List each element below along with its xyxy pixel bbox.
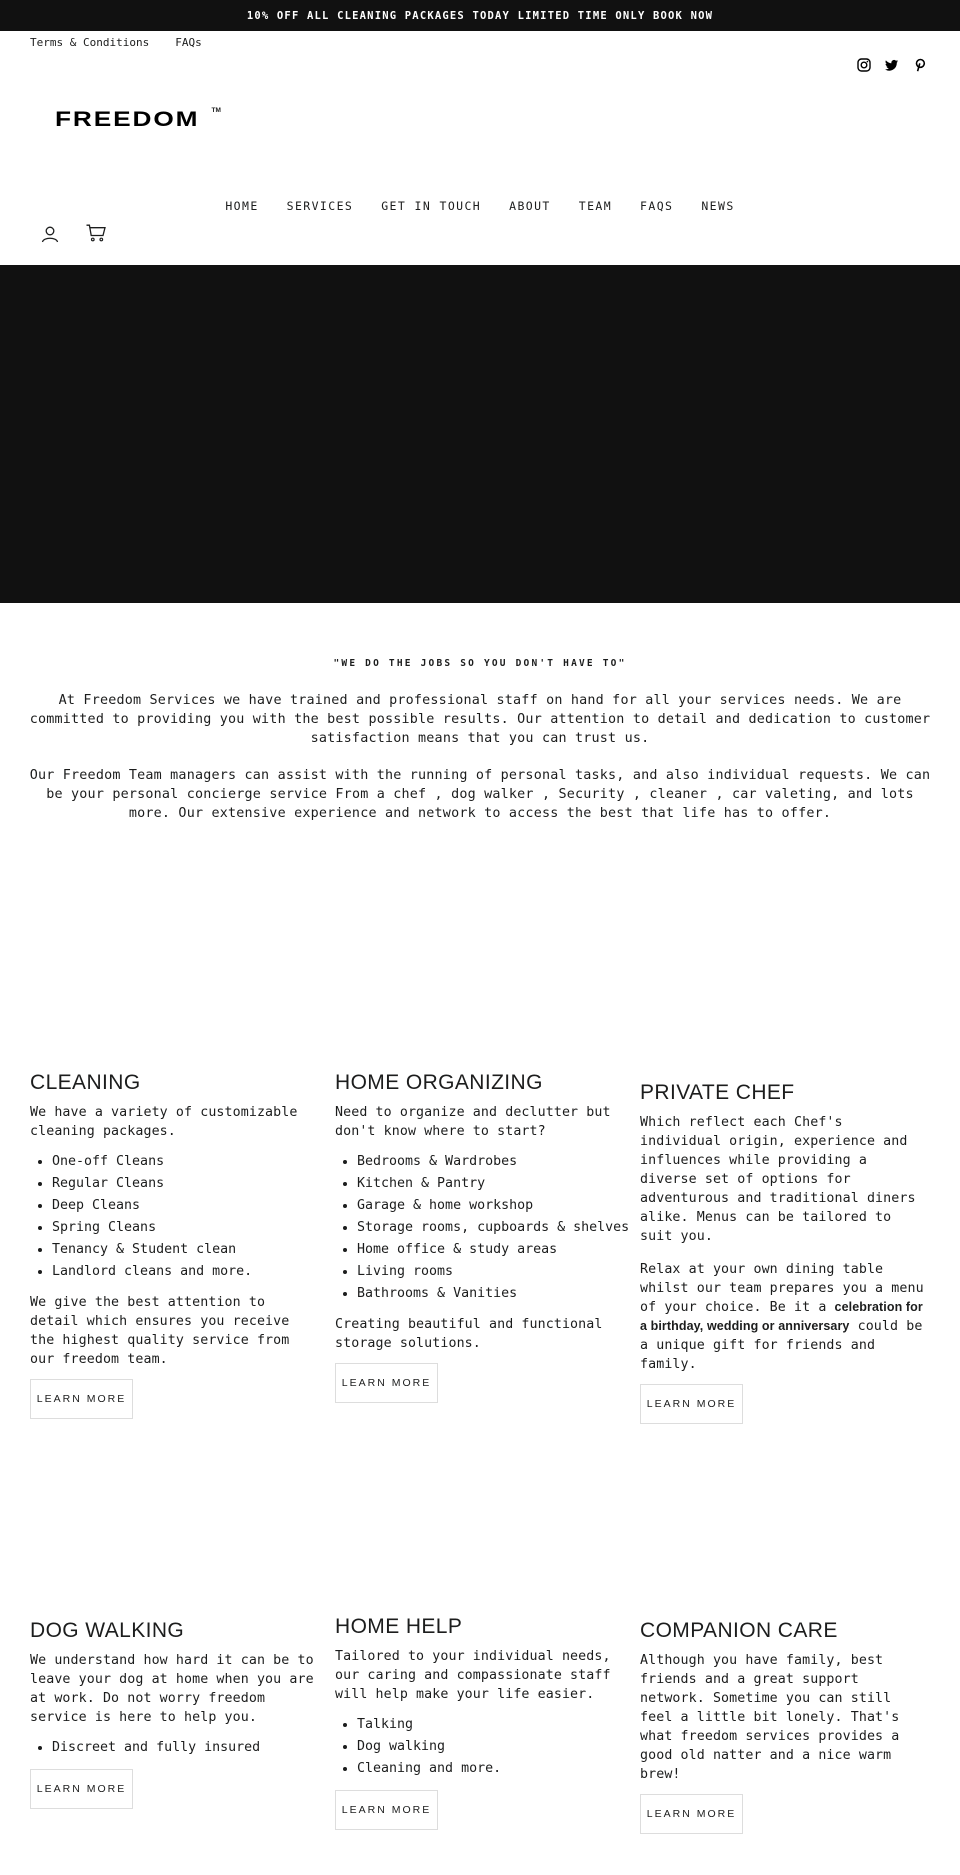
list-item: • Discreet and fully insured bbox=[52, 1737, 320, 1759]
logo[interactable] bbox=[55, 109, 221, 130]
logo-text: FREEDOM bbox=[55, 108, 200, 131]
twitter-icon[interactable] bbox=[885, 57, 899, 71]
service-title: DOG WALKING bbox=[30, 1619, 185, 1642]
list-item: • Landlord cleans and more. bbox=[52, 1261, 320, 1283]
list-item: • Garage & home workshop bbox=[357, 1195, 630, 1217]
tagline: "WE DO THE JOBS SO YOU DON'T HAVE TO" bbox=[333, 658, 627, 669]
list-item: • Tenancy & Student clean bbox=[52, 1239, 320, 1261]
nav-get-in-touch[interactable]: GET IN TOUCH bbox=[381, 199, 482, 213]
service-intro: Which reflect each Chef's individual origin, experience and influences while providing a diverse set of options for adventurous and traditional diners alike. Menus can be tailored to suit you. bbox=[640, 1115, 916, 1245]
chef-text-end: could be a unique gift for friends and family. bbox=[640, 1319, 923, 1373]
intro-paragraph-2: Our Freedom Team managers can assist with the running of personal tasks, and also individual requests. We can be your personal concierge service From a chef , dog walker , Security , cleaner , car valeting, and lots more. Our extensive experience and network to access the best that life has to offer. bbox=[29, 768, 931, 821]
chef-text-start: Relax at your own dining table whilst our team prepares you a menu of your choice. Be it a bbox=[640, 1262, 924, 1316]
service-intro: We understand how hard it can be to leave your dog at home when you are at work. Do not worry freedom service is here to help you. bbox=[30, 1653, 314, 1726]
announcement-text[interactable]: 10% OFF ALL CLEANING PACKAGES TODAY LIMITED TIME ONLY BOOK NOW bbox=[246, 9, 714, 22]
list-item: • Bedrooms & Wardrobes bbox=[357, 1151, 630, 1173]
nav-faqs[interactable]: FAQS bbox=[640, 199, 674, 213]
announcement-bar[interactable] bbox=[0, 0, 960, 31]
faqs-link[interactable]: FAQs bbox=[175, 36, 202, 49]
logo-trademark: TM bbox=[211, 107, 221, 114]
service-companion-care bbox=[640, 1618, 930, 1834]
nav-team[interactable]: TEAM bbox=[578, 199, 613, 213]
service-outro: We give the best attention to detail which ensures you receive the highest quality service from our freedom team. bbox=[30, 1295, 290, 1368]
learn-more-button[interactable]: LEARN MORE bbox=[30, 1769, 133, 1809]
nav-about[interactable]: ABOUT bbox=[509, 199, 551, 213]
list-item: • Cleaning and more. bbox=[357, 1758, 625, 1780]
terms-link[interactable]: Terms & Conditions bbox=[30, 36, 150, 49]
service-dog-walking bbox=[30, 1618, 320, 1809]
list-item: • Living rooms bbox=[357, 1261, 630, 1283]
service-title: PRIVATE CHEF bbox=[640, 1081, 795, 1104]
list-item: • Talking bbox=[357, 1714, 625, 1736]
service-list bbox=[357, 1714, 625, 1780]
service-intro: We have a variety of customizable cleaning packages. bbox=[30, 1105, 298, 1140]
instagram-icon[interactable] bbox=[857, 57, 871, 71]
service-private-chef bbox=[640, 1080, 930, 1424]
list-item: • One-off Cleans bbox=[52, 1151, 320, 1173]
nav-home[interactable]: HOME bbox=[225, 199, 259, 213]
intro-section bbox=[26, 658, 934, 841]
list-item: • Spring Cleans bbox=[52, 1217, 320, 1239]
intro-paragraph-1: At Freedom Services we have trained and professional staff on hand for all your services needs. We are committed to providing you with the best possible results. Our attention to detail and dedication to customer satisfaction means that you can trust us. bbox=[29, 693, 931, 746]
hero-banner bbox=[0, 265, 960, 603]
service-title: CLEANING bbox=[30, 1071, 141, 1094]
main-nav bbox=[0, 199, 960, 213]
learn-more-button[interactable]: LEARN MORE bbox=[335, 1790, 438, 1830]
list-item: • Storage rooms, cupboards & shelves bbox=[357, 1217, 630, 1239]
learn-more-button[interactable]: LEARN MORE bbox=[640, 1794, 743, 1834]
service-intro: Although you have family, best friends and a great support network. Sometime you can still feel a little bit lonely. That's what freedom services provides a good old natter and a nice warm brew! bbox=[640, 1653, 900, 1783]
list-item: • Regular Cleans bbox=[52, 1173, 320, 1195]
list-item: • Dog walking bbox=[357, 1736, 625, 1758]
learn-more-button[interactable]: LEARN MORE bbox=[335, 1363, 438, 1403]
service-list bbox=[52, 1151, 320, 1283]
list-item: • Deep Cleans bbox=[52, 1195, 320, 1217]
service-outro: Creating beautiful and functional storage solutions. bbox=[335, 1317, 603, 1352]
list-item: • Home office & study areas bbox=[357, 1239, 630, 1261]
nav-news[interactable]: NEWS bbox=[701, 199, 735, 213]
chef-text-bold: celebration for a birthday, wedding or anniversary bbox=[640, 1300, 923, 1334]
cart-icon[interactable] bbox=[86, 224, 106, 242]
service-list bbox=[52, 1737, 320, 1759]
social-links bbox=[857, 57, 927, 71]
service-cleaning bbox=[30, 1070, 320, 1419]
service-list bbox=[357, 1151, 630, 1305]
service-intro: Need to organize and declutter but don't know where to start? bbox=[335, 1105, 611, 1140]
nav-services[interactable]: SERVICES bbox=[286, 199, 354, 213]
pinterest-icon[interactable] bbox=[913, 57, 927, 71]
top-links bbox=[30, 36, 202, 49]
service-home-organizing bbox=[335, 1070, 630, 1403]
service-home-help bbox=[335, 1614, 625, 1830]
service-title: HOME ORGANIZING bbox=[335, 1071, 543, 1094]
service-outro bbox=[640, 1260, 930, 1374]
list-item: • Bathrooms & Vanities bbox=[357, 1283, 630, 1305]
learn-more-button[interactable]: LEARN MORE bbox=[30, 1379, 133, 1419]
account-icon[interactable] bbox=[41, 225, 59, 243]
list-item: • Kitchen & Pantry bbox=[357, 1173, 630, 1195]
learn-more-button[interactable]: LEARN MORE bbox=[640, 1384, 743, 1424]
service-intro: Tailored to your individual needs, our caring and compassionate staff will help make your life easier. bbox=[335, 1649, 611, 1703]
service-title: HOME HELP bbox=[335, 1615, 463, 1638]
service-title: COMPANION CARE bbox=[640, 1619, 838, 1642]
